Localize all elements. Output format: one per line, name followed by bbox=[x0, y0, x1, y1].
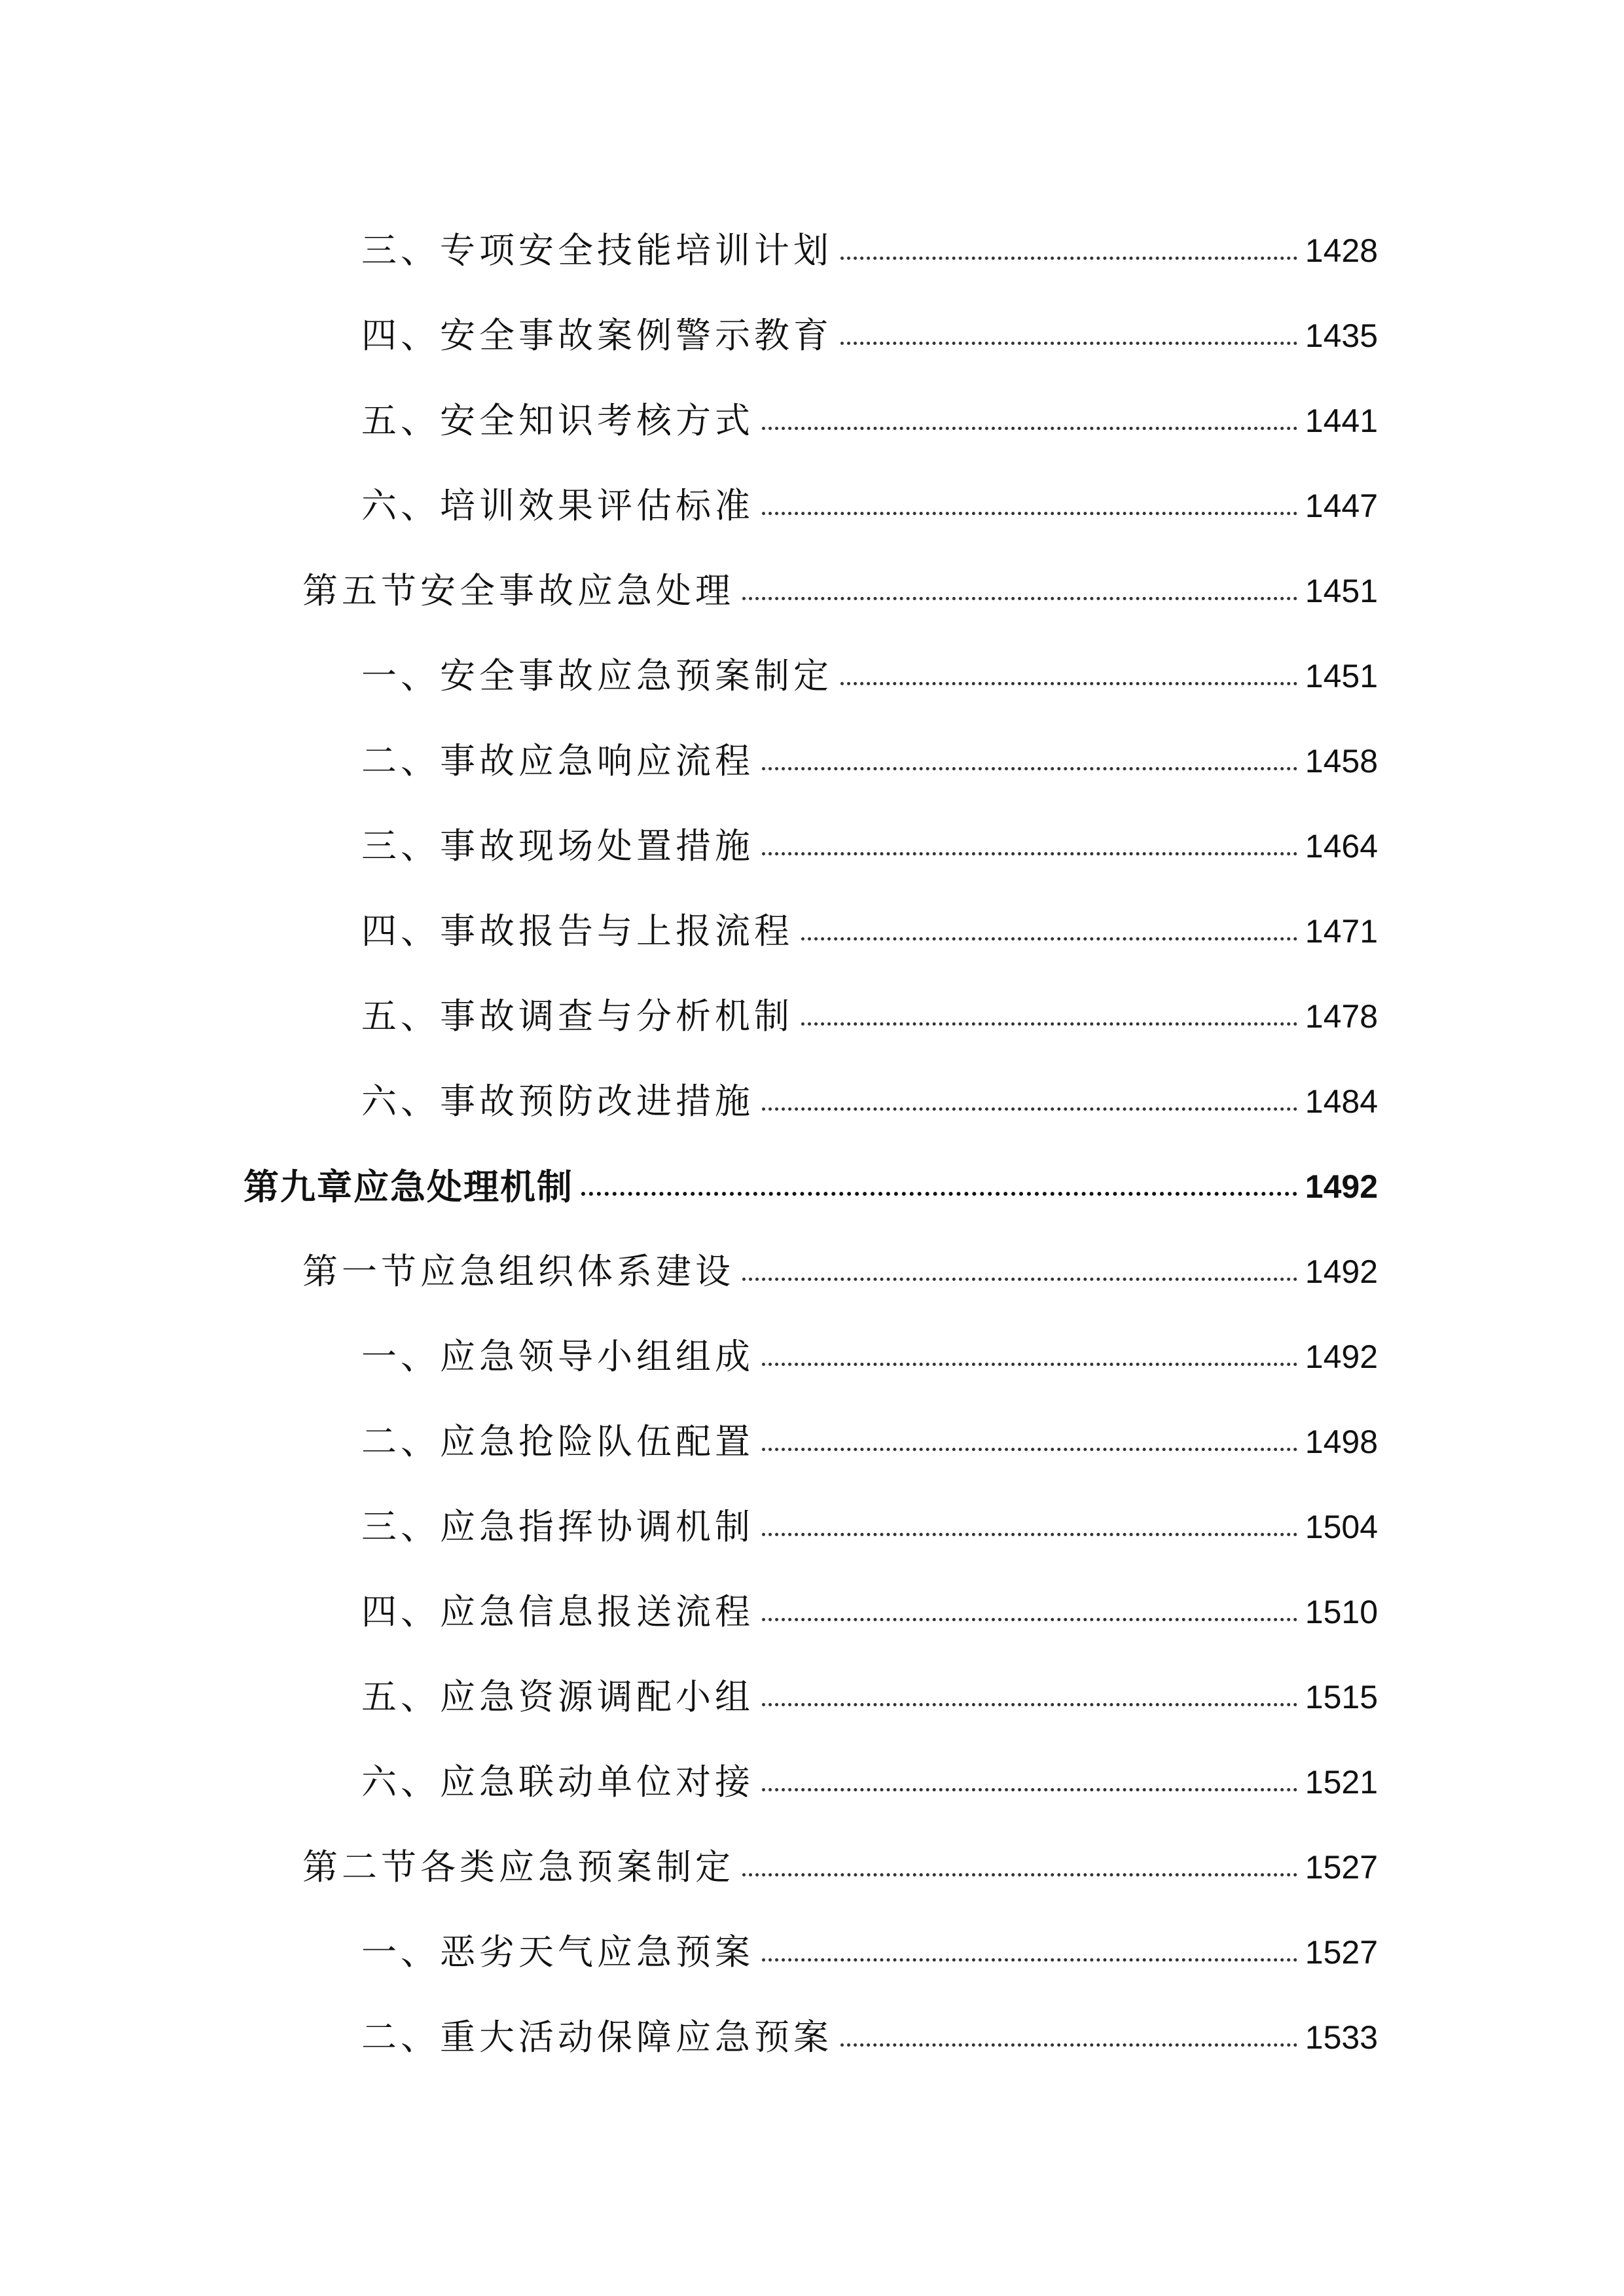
toc-entry-page: 1484 bbox=[1305, 1083, 1378, 1120]
toc-dot-leader bbox=[840, 682, 1297, 685]
toc-entry-page: 1510 bbox=[1305, 1594, 1378, 1630]
toc-dot-leader bbox=[801, 937, 1297, 941]
toc-dot-leader bbox=[762, 1363, 1297, 1366]
toc-entry-title: 二、应急抢险队伍配置 bbox=[361, 1421, 754, 1462]
toc-dot-leader bbox=[840, 257, 1297, 260]
toc-chapter-title: 第九章应急处理机制 bbox=[244, 1166, 573, 1208]
toc-dot-leader bbox=[742, 1873, 1297, 1876]
toc-entry-page: 1428 bbox=[1305, 232, 1378, 269]
toc-entry-page: 1464 bbox=[1305, 828, 1378, 865]
toc-entry[interactable] bbox=[0, 804, 1624, 889]
toc-section-title: 第一节应急组织体系建设 bbox=[302, 1251, 734, 1292]
toc-entry-page: 1435 bbox=[1305, 317, 1378, 354]
toc-entry-title: 五、应急资源调配小组 bbox=[361, 1676, 754, 1717]
toc-entry[interactable] bbox=[0, 293, 1624, 378]
toc-entry[interactable] bbox=[0, 463, 1624, 548]
toc-dot-leader bbox=[762, 1958, 1297, 1962]
toc-entry[interactable] bbox=[0, 1399, 1624, 1484]
toc-entry-title: 三、事故现场处置措施 bbox=[361, 825, 754, 867]
toc-entry-page: 1492 bbox=[1305, 1338, 1378, 1375]
toc-entry[interactable] bbox=[0, 1995, 1624, 2080]
toc-dot-leader bbox=[840, 2043, 1297, 2047]
toc-entry-page: 1451 bbox=[1305, 573, 1378, 609]
toc-entry-page: 1504 bbox=[1305, 1509, 1378, 1545]
toc-entry-page: 1527 bbox=[1305, 1849, 1378, 1886]
toc-entry-title: 一、安全事故应急预案制定 bbox=[361, 655, 833, 696]
toc-dot-leader bbox=[762, 767, 1297, 770]
toc-entry[interactable] bbox=[0, 889, 1624, 974]
toc-section-title: 第五节安全事故应急处理 bbox=[302, 570, 734, 611]
toc-entry[interactable] bbox=[0, 634, 1624, 719]
toc-entry-page: 1515 bbox=[1305, 1679, 1378, 1715]
toc-dot-leader bbox=[762, 1618, 1297, 1621]
toc-entry[interactable] bbox=[0, 1059, 1624, 1144]
toc-entry-title: 四、事故报告与上报流程 bbox=[361, 910, 793, 952]
toc-entry[interactable] bbox=[0, 974, 1624, 1059]
toc-dot-leader bbox=[762, 1788, 1297, 1791]
toc-entry-title: 六、应急联动单位对接 bbox=[361, 1761, 754, 1803]
toc-section-entry[interactable] bbox=[0, 548, 1624, 634]
toc-dot-leader bbox=[762, 1107, 1297, 1111]
toc-entry-page: 1451 bbox=[1305, 658, 1378, 694]
toc-entry[interactable] bbox=[0, 208, 1624, 293]
toc-entry-title: 三、应急指挥协调机制 bbox=[361, 1506, 754, 1547]
toc-entry-page: 1492 bbox=[1305, 1253, 1378, 1290]
toc-entry-page: 1527 bbox=[1305, 1934, 1378, 1971]
toc-entry-page: 1492 bbox=[1305, 1168, 1378, 1205]
toc-entry[interactable] bbox=[0, 1910, 1624, 1995]
toc-dot-leader bbox=[742, 597, 1297, 600]
toc-entry[interactable] bbox=[0, 1570, 1624, 1655]
toc-entry-title: 一、恶劣天气应急预案 bbox=[361, 1931, 754, 1973]
toc-entry[interactable] bbox=[0, 1655, 1624, 1740]
toc-entry-title: 五、事故调查与分析机制 bbox=[361, 996, 793, 1037]
toc-entry-page: 1447 bbox=[1305, 488, 1378, 524]
toc-dot-leader bbox=[762, 1533, 1297, 1536]
toc-entry-title: 四、应急信息报送流程 bbox=[361, 1591, 754, 1632]
toc-entry-title: 一、应急领导小组组成 bbox=[361, 1336, 754, 1377]
toc-entry[interactable] bbox=[0, 378, 1624, 463]
toc-dot-leader bbox=[762, 852, 1297, 855]
toc-dot-leader bbox=[801, 1022, 1297, 1026]
toc-dot-leader bbox=[581, 1192, 1297, 1196]
toc-dot-leader bbox=[762, 1448, 1297, 1451]
toc-entry-title: 二、事故应急响应流程 bbox=[361, 740, 754, 781]
toc-dot-leader bbox=[742, 1278, 1297, 1281]
toc-dot-leader bbox=[840, 342, 1297, 345]
toc-section-entry[interactable] bbox=[0, 1825, 1624, 1910]
toc-entry-page: 1478 bbox=[1305, 998, 1378, 1035]
toc-entry-page: 1471 bbox=[1305, 913, 1378, 950]
toc-section-title: 第二节各类应急预案制定 bbox=[302, 1846, 734, 1888]
toc-section-entry[interactable] bbox=[0, 1229, 1624, 1314]
toc-entry-title: 五、安全知识考核方式 bbox=[361, 400, 754, 441]
toc-entry[interactable] bbox=[0, 1740, 1624, 1825]
toc-entry-title: 四、安全事故案例警示教育 bbox=[361, 315, 833, 356]
toc-entry-page: 1521 bbox=[1305, 1764, 1378, 1801]
toc-entry[interactable] bbox=[0, 719, 1624, 804]
toc-dot-leader bbox=[762, 1703, 1297, 1706]
table-of-contents bbox=[0, 208, 1624, 2080]
toc-entry-title: 二、重大活动保障应急预案 bbox=[361, 2017, 833, 2058]
toc-entry-title: 三、专项安全技能培训计划 bbox=[361, 230, 833, 271]
toc-chapter-entry[interactable] bbox=[0, 1144, 1624, 1229]
toc-entry-title: 六、培训效果评估标准 bbox=[361, 485, 754, 526]
toc-entry[interactable] bbox=[0, 1314, 1624, 1399]
toc-entry-page: 1533 bbox=[1305, 2019, 1378, 2056]
toc-dot-leader bbox=[762, 512, 1297, 515]
toc-entry-page: 1441 bbox=[1305, 403, 1378, 439]
toc-entry[interactable] bbox=[0, 1484, 1624, 1570]
toc-entry-page: 1498 bbox=[1305, 1424, 1378, 1460]
toc-entry-page: 1458 bbox=[1305, 743, 1378, 780]
toc-entry-title: 六、事故预防改进措施 bbox=[361, 1081, 754, 1122]
toc-dot-leader bbox=[762, 427, 1297, 430]
